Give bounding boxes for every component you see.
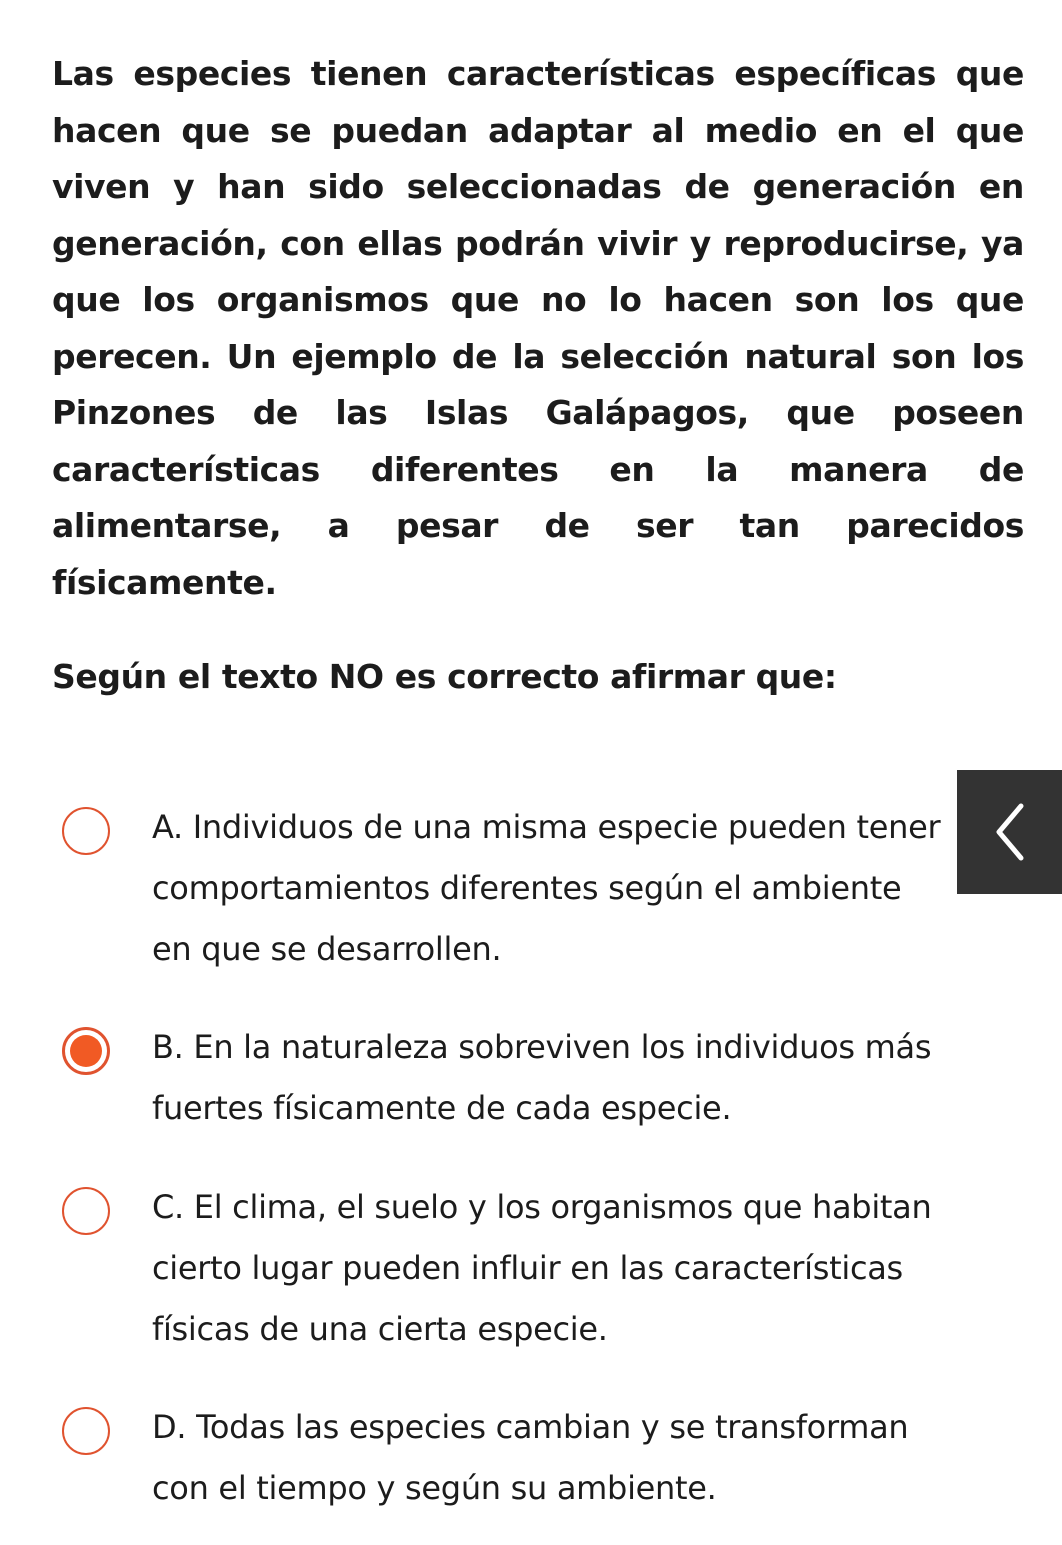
chevron-left-icon [995, 802, 1025, 862]
reading-passage: Las especies tienen características específicas que hacen que se puedan adaptar al medio en el que viven y han sido seleccionadas de generación en generación, con ellas podrán vivir y reproducirse, ya que los organismos que no lo hacen son los que perecen. Un ejemplo de la selección natural son los Pinzones de las Islas Galápagos, que poseen características diferentes en la manera de alimentarse, a pesar de ser tan parecidos físicamente. [52, 54, 1024, 602]
option-b-text [152, 1017, 942, 1139]
option-b-radio[interactable] [62, 1027, 110, 1075]
option-b-letter: B. [152, 1028, 184, 1066]
option-d-label: Todas las especies cambian y se transforman con el tiempo y según su ambiente. [152, 1408, 909, 1507]
option-b-label: En la naturaleza sobreviven los individuos más fuertes físicamente de cada especie. [152, 1028, 932, 1127]
option-a-label: Individuos de una misma especie pueden tener comportamientos diferentes según el ambiente en que se desarrollen. [152, 808, 941, 968]
option-d-letter: D. [152, 1408, 187, 1446]
option-c-text [152, 1177, 942, 1360]
question-prompt: Según el texto NO es correcto afirmar que: [52, 657, 837, 696]
back-tab-button[interactable] [957, 770, 1062, 894]
option-a-radio[interactable] [62, 807, 110, 855]
option-c-label: El clima, el suelo y los organismos que habitan cierto lugar pueden influir en las características físicas de una cierta especie. [152, 1188, 932, 1348]
option-d-radio[interactable] [62, 1407, 110, 1455]
option-d-text [152, 1397, 942, 1519]
option-a-letter: A. [152, 808, 183, 846]
option-c-letter: C. [152, 1188, 184, 1226]
option-c-radio[interactable] [62, 1187, 110, 1235]
option-a-text [152, 797, 942, 980]
radio-selected-dot [70, 1035, 102, 1067]
